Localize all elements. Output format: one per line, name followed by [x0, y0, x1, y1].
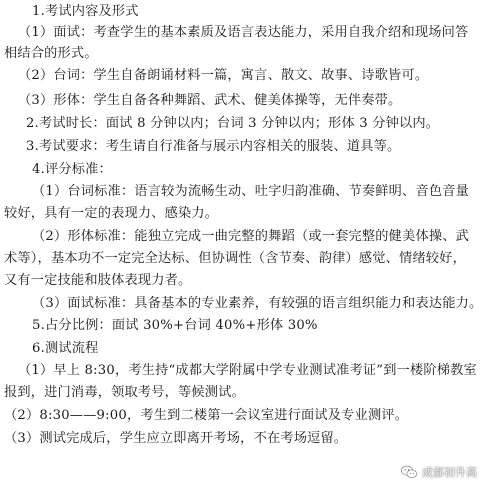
watermark	[400, 464, 477, 480]
paragraph-line: 相结合的形式。	[4, 46, 98, 61]
section-heading-5: 5.占分比例：面试 30%+台词 40%+形体 30%	[32, 318, 318, 333]
wechat-icon	[400, 465, 418, 479]
paragraph-line: （2）形体标准：能独立完成一曲完整的舞蹈（或一套完整的健美体操、武	[32, 229, 469, 244]
paragraph-line: 较好，具有一定的表现力、感染力。	[4, 206, 219, 221]
paragraph-line: （3）形体：学生自备各种舞蹈、武术、健美体操等，无伴奏带。	[18, 93, 402, 108]
paragraph-line: （2）8:30——9:00，考生到二楼第一会议室进行面试及专业测评。	[4, 408, 409, 423]
section-heading-1: 1.考试内容及形式	[32, 4, 139, 19]
paragraph-line: 报到，进门消毒，领取考号，等候测试。	[4, 385, 245, 400]
paragraph-line: （3）测试完成后，学生应立即离开考场，不在考场逗留。	[4, 431, 348, 446]
paragraph-line: （1）早上 8:30，考生持“成都大学附属中学专业测试准考证”到一楼阶梯教室	[18, 363, 477, 378]
paragraph-line: （1）面试：考查学生的基本素质及语言表达能力，采用自我介绍和现场问答	[18, 25, 469, 40]
paragraph-line: 术等），基本功不一定完全达标、但协调性（含节奏、韵律）感觉、情绪较好，	[4, 251, 466, 266]
paragraph-line: （2）台词：学生自备朗诵材料一篇，寓言、散文、故事、诗歌皆可。	[18, 68, 429, 83]
section-heading-2: 2.考试时长：面试 8 分钟以内；台词 3 分钟以内；形体 3 分钟以内。	[26, 116, 440, 131]
paragraph-line: （3）面试标准：具备基本的专业素养，有较强的语言组织能力和表达能力。	[32, 296, 483, 311]
section-heading-3: 3.考试要求：考生请自行准备与展示内容相关的服装、道具等。	[26, 139, 401, 154]
watermark-text: 成都初升高	[422, 466, 477, 479]
paragraph-line: 又有一定技能和肢体表现力者。	[4, 273, 192, 288]
section-heading-4: 4.评分标准：	[32, 162, 112, 177]
section-heading-6: 6.测试流程	[32, 341, 99, 356]
paragraph-line: （1）台词标准：语言较为流畅生动、吐字归韵准确、节奏鲜明、音色音量	[32, 184, 469, 199]
